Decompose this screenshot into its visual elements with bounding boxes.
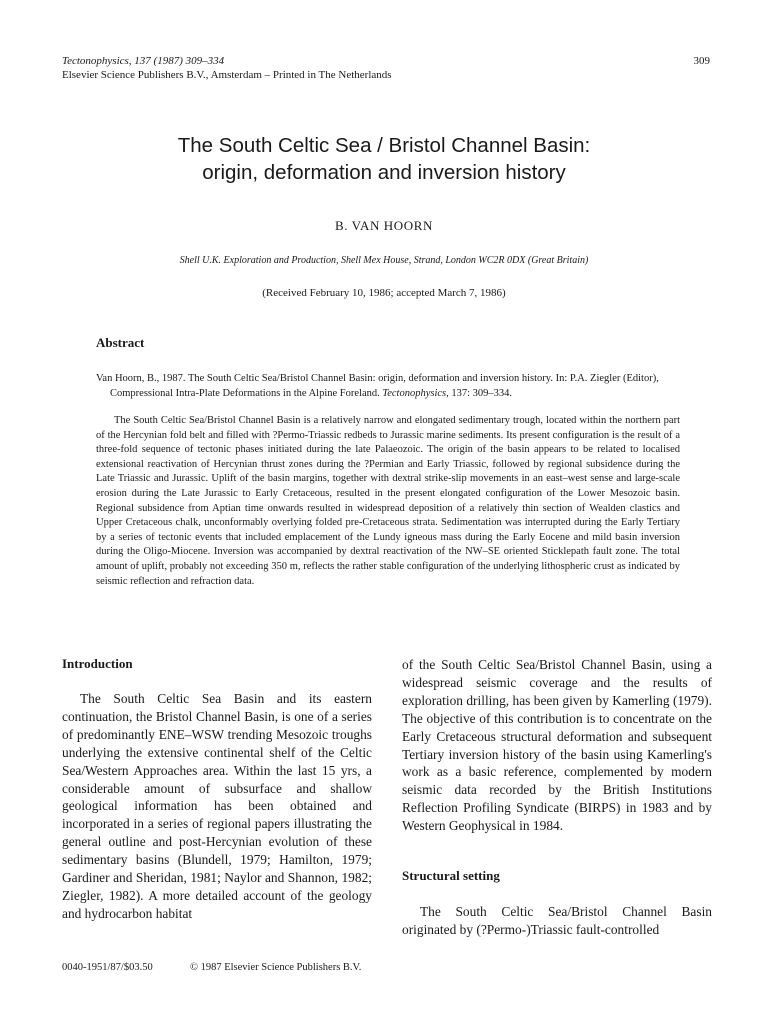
introduction-heading: Introduction [62, 656, 133, 671]
abstract-body: The South Celtic Sea/Bristol Channel Basin is a relatively narrow and elongated sedimentary trough, located within the northern part of the Hercynian fold belt and filled with ?Permo-Triassic redbeds to Jurassic marine sediments. Its present configuration is the result of a three-fold sequence of tectonic phases initiated during the late Palaeozoic. The origin of the basin appears to be related to localised extensional reactivation of Hercynian thrust zones during the ?Permian and Early Triassic, followed by regional subsidence during the Late Triassic and Jurassic. Uplift of the basin margins, together with dextral strike-slip movements in an east–west sense and large-scale erosion during the Late Jurassic to Early Cretaceous, resulted in the present elongated configuration of the Lower Mesozoic basin. Regional subsidence from Aptian time onwards resulted in widespread deposition of a relatively thin section of Wealden clastics and Upper Cretaceous chalk, unconformably overlying folded pre-Cretaceous strata. Sedimentation was interrupted during the Early Tertiary by a series of tectonic events that included emplacement of the Lundy igneous mass during the Early Eocene and mild basin inversion during the Oligo-Miocene. Inversion was accompanied by dextral reactivation of the NW–SE oriented Sticklepath fault zone. The total amount of uplift, probably not exceeding 350 m, reflects the rather stable configuration of the underlying lithospheric crust as indicated by seismic reflection and refraction data. [96, 415, 680, 587]
publisher-line: Elsevier Science Publishers B.V., Amsterdam – Printed in The Netherlands [62, 69, 392, 81]
citation-text: Van Hoorn, B., 1987. The South Celtic Sea/Bristol Channel Basin: origin, deformation and inversion history. In: P.A. Ziegler (Editor), Compressional Intra-Plate Deformations in the Alpine Foreland. [96, 373, 659, 399]
received-dates: (Received February 10, 1986; accepted March 7, 1986) [262, 287, 506, 299]
structural-setting-paragraph: The South Celtic Sea/Bristol Channel Basin originated by (?Permo-)Triassic fault-controlled [402, 904, 712, 937]
abstract-citation [96, 371, 694, 401]
introduction-body [62, 690, 372, 923]
abstract-heading: Abstract [96, 335, 145, 350]
footer-copyright: © 1987 Elsevier Science Publishers B.V. [190, 962, 362, 973]
author-affiliation: Shell U.K. Exploration and Production, Shell Mex House, Strand, London WC2R 0DX (Great Britain) [179, 255, 589, 266]
introduction-continuation [402, 656, 712, 835]
journal-reference: Tectonophysics, 137 (1987) 309–334 [62, 55, 225, 67]
title-line-1: The South Celtic Sea / Bristol Channel Basin: [177, 134, 591, 157]
footer-issn-code: 0040-1951/87/$03.50 [62, 962, 153, 973]
author-name: B. VAN HOORN [334, 218, 434, 233]
page-number: 309 [693, 55, 710, 67]
structural-setting-heading: Structural setting [402, 868, 500, 883]
article-title [0, 132, 768, 186]
structural-setting-body [402, 903, 712, 939]
citation-pages: , 137: 309–334. [446, 388, 513, 399]
citation-journal: Tectonophysics [382, 388, 447, 399]
title-line-2: origin, deformation and inversion history [202, 161, 566, 184]
introduction-continuation-paragraph: of the South Celtic Sea/Bristol Channel Basin, using a widespread seismic coverage and the results of exploration drilling, has been given by Kamerling (1979). The objective of this contribution is to concentrate on the Early Cretaceous structural deformation and subsequent Tertiary inversion history of the basin using Kamerling's work as a basic reference, complemented by modern seismic data recorded by the British Institutions Reflection Profiling Syndicate (BIRPS) in 1983 and by Western Geophysical in 1984. [402, 657, 712, 834]
introduction-paragraph: The South Celtic Sea Basin and its eastern continuation, the Bristol Channel Basin, is one of a series of predominantly ENE–WSW trending Mesozoic troughs underlying the extensive continental shelf of the Celtic Sea/Western Approaches area. Within the last 15 yrs, a considerable amount of subsurface and shallow geological information has been obtained and incorporated in a series of regional papers illustrating the general outline and post-Hercynian evolution of these sedimentary basins (Blundell, 1979; Hamilton, 1979; Gardiner and Sheridan, 1981; Naylor and Shannon, 1982; Ziegler, 1982). A more detailed account of the geology and hydrocarbon habitat [62, 691, 372, 921]
